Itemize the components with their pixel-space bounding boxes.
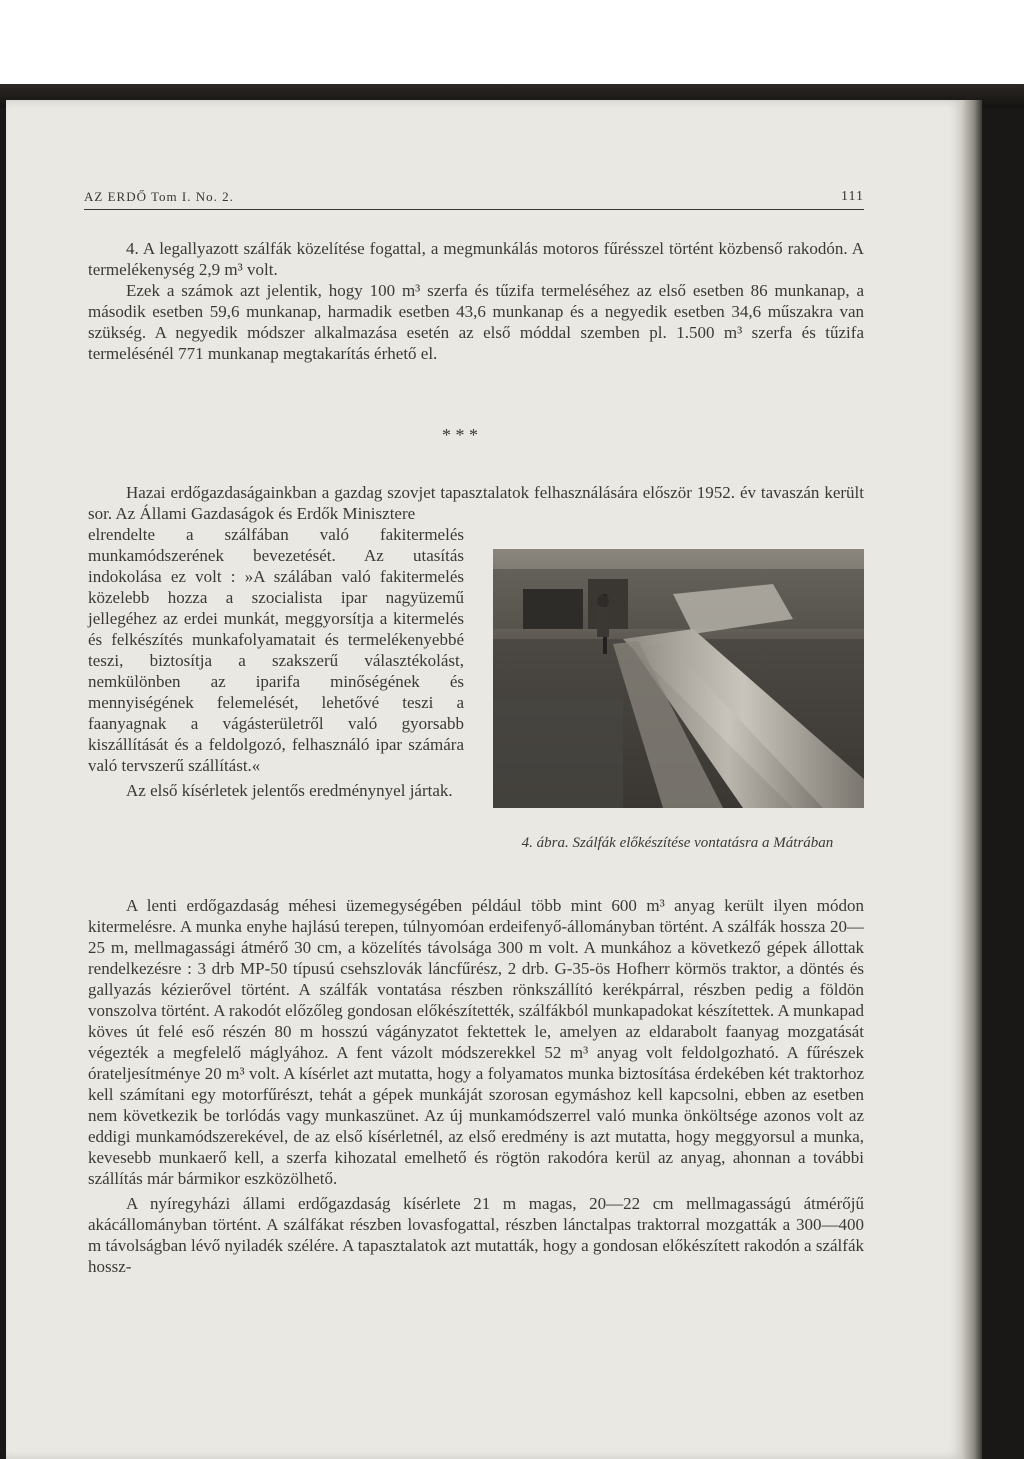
page-stack-edge <box>962 100 982 1459</box>
paragraph-numbers-meaning: Ezek a számok azt jelentik, hogy 100 m³ szerfa és tűzifa termeléséhez az első esetben 86 munkanap, a második esetben 59,6 munkanap, harmadik esetben 43,6 munkanap és a negyedik esetben 34,6 műszakra van szükség. A negyedik módszer alkalmazása esetén az első móddal szemben pl. 1.500 m³ szerfa és tűzifa termelésénél 771 munkanap megtakarítás érhető el. <box>88 281 864 363</box>
paragraph-first-results: Az első kísérletek jelentős eredménynyel jártak. <box>126 781 453 800</box>
scanner-background-top <box>0 0 1024 108</box>
body-text-column <box>88 524 464 801</box>
body-text-bottom <box>88 895 864 1277</box>
journal-title: AZ ERDŐ Tom I. No. 2. <box>84 189 234 204</box>
paragraph-method-4: 4. A legallyazott szálfák közelítése fogattal, a megmunkálás motoros fűrésszel történt közbenső rakodón. A termelékenység 2,9 m³ volt. <box>88 239 864 279</box>
figure-caption: 4. ábra. Szálfák előkészítése vontatásra a Mátrában <box>521 835 834 851</box>
page-number: 111 <box>841 189 864 204</box>
body-text-top <box>88 238 864 364</box>
body-text-intro <box>88 482 864 524</box>
paragraph-nyiregyhazi: A nyíregyházi állami erdőgazdaság kísérlete 21 m magas, 20—22 cm mellmagasságú átmérőjű akácállományban történt. A szálfákat részben lovasfogattal, részben lánctalpas traktorral mozgatták a 300—400 m távolságban lévő nyiladék szélére. A tapasztalatok azt mutatták, hogy a gondosan előkészített rakodón a szálfák hossz- <box>88 1194 864 1276</box>
paragraph-instruction: elrendelte a szálfában való fakitermelés munkamódszerének bevezetését. Az utasítás indokolása ez volt : »A szálában való fakitermelés közelebb hozza a szocialista ipar nagyüzemű jellegéhez az erdei munkát, meggyorsítja a kitermelés és felkészítés munkafolyamatait és termelékenyebbé teszi, biztosítja a szakszerű választékolást, nemkülönben az iparifa minőségének és mennyiségének felemelését, lehetővé teszi a faanyagnak a vágásterületről való gyorsabb kiszállítását és a feldolgozó, felhasználó ipar számára való tervszerű szállítást.« <box>88 525 464 775</box>
paragraph-hazai: Hazai erdőgazdaságainkban a gazdag szovjet tapasztalatok felhasználására először 1952. év tavaszán került sor. Az Állami Gazdaságok és Erdők Minisztere <box>88 483 864 523</box>
running-header <box>84 187 864 210</box>
section-separator: * * * <box>442 425 478 445</box>
figure-photo <box>493 549 864 808</box>
log-skidding-photo <box>493 549 864 808</box>
paragraph-lenti: A lenti erdőgazdaság méhesi üzemegységében például több mint 600 m³ anyag került ilyen módon kitermelésre. A munka enyhe hajlású terepen, túlnyomóan erdeifenyő-állományban történt. A szálfák hossza 20—25 m, mellmagassági átmérő 30 cm, a közelítés távolsága 300 m volt. A munkához a következő gépek állottak rendelkezésre : 3 drb MP-50 típusú csehszlovák láncfűrész, 2 drb. G-35-ös Hofherr körmös traktor, a döntés és gallyazás kézierővel történt. A szálfák vontatása részben rönkszállító kerékpárral, részben pedig a földön vonszolva történt. A rakodót előzőleg gondosan előkészítették, szálfákból munkapadokat készítettek. A munkapad köves út felé eső részén 80 m hosszú vágányzatot fektettek le, amelyen az eldarabolt faanyag mozgatását végezték a megfelelő máglyához. A fent vázolt módszerekkel 52 m³ anyag volt feldolgozható. A fűrészek órateljesítménye 20 m³ volt. A kísérlet azt mutatta, hogy a folyamatos munka biztosítása érdekében két traktorhoz kell számítani egy motorfűrészt, tehát a gépek munkáját szorosan egymáshoz kell kapcsolni, ebben az esetben nem következik be torlódás vagy munkaszünet. Az új munkamódszerrel való munka önköltsége azonos volt az eddigi munkamódszerekével, de az első kísérletnél, az első eredmény is azt mutatta, hogy meggyorsul a munka, kevesebb munkaerő kell, a szerfa kihozatal emelhető és rögtön rakodóra kerül az anyag, ahonnan a további szállítás már bármikor eszközölhető. <box>88 896 864 1188</box>
